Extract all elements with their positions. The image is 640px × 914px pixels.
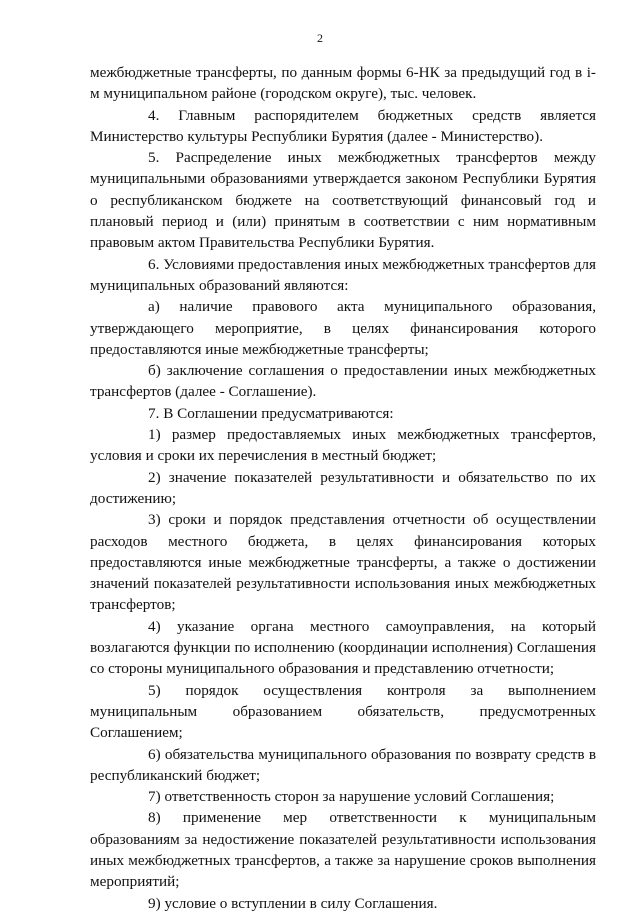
paragraph-item-4: 4. Главным распорядителем бюджетных средств является Министерство культуры Республики Бурятия (далее - Министерство). [90,106,596,145]
subparagraph-b: б) заключение соглашения о предоставлении иных межбюджетных трансфертов (далее - Соглашение). [90,362,596,401]
subparagraph-9: 9) условие о вступлении в силу Соглашения. [148,894,438,912]
subparagraph-2: 2) значение показателей результативности и обязательство по их достижению; [90,468,596,507]
subparagraph-5: 5) порядок осуществления контроля за выполнением муниципальным образованием обязательств, предусмотренных Соглашением; [90,681,596,742]
subparagraph-a: а) наличие правового акта муниципального образования, утверждающего мероприятие, в целях финансирования которого предоставляются иные межбюджетные трансферты; [90,298,596,358]
paragraph-item-6: 6. Условиями предоставления иных межбюджетных трансфертов для муниципальных образований являются: [90,255,596,294]
subparagraph-3: 3) сроки и порядок представления отчетности об осуществлении расходов местного бюджета, в целях финансирования которых предоставляются иные межбюджетные трансферты, а также о достижении значений показателей результативности использования иных межбюджетных трансфертов; [90,511,596,614]
page-number: 2 [317,31,323,45]
subparagraph-7: 7) ответственность сторон за нарушение условий Соглашения; [148,788,555,806]
document-body [90,62,596,914]
subparagraph-6: 6) обязательства муниципального образования по возврату средств в республиканский бюджет; [90,745,596,784]
paragraph-item-7: 7. В Соглашении предусматриваются: [148,404,394,422]
subparagraph-8: 8) применение мер ответственности к муниципальным образованиям за недостижение показателей результативности использования иных межбюджетных трансфертов, а также за нарушение сроков выполнения мероприятий; [90,809,596,891]
subparagraph-1: 1) размер предоставляемых иных межбюджетных трансфертов, условия и сроки их перечисления в местный бюджет; [90,426,596,465]
paragraph-continuation: межбюджетные трансферты, по данным формы 6-НК за предыдущий год в i-м муниципальном районе (городском округе), тыс. человек. [90,64,596,103]
subparagraph-4: 4) указание органа местного самоуправления, на который возлагаются функции по исполнению (координации исполнения) Соглашения со стороны муниципального образования и представлению отчетности; [90,617,596,678]
paragraph-item-5: 5. Распределение иных межбюджетных трансфертов между муниципальными образованиями утверждается законом Республики Бурятия о республиканском бюджете на соответствующий финансовый год и плановый период и (или) принятым в соответствии с ним нормативным правовым актом Правительства Республики Бурятия. [90,149,596,252]
